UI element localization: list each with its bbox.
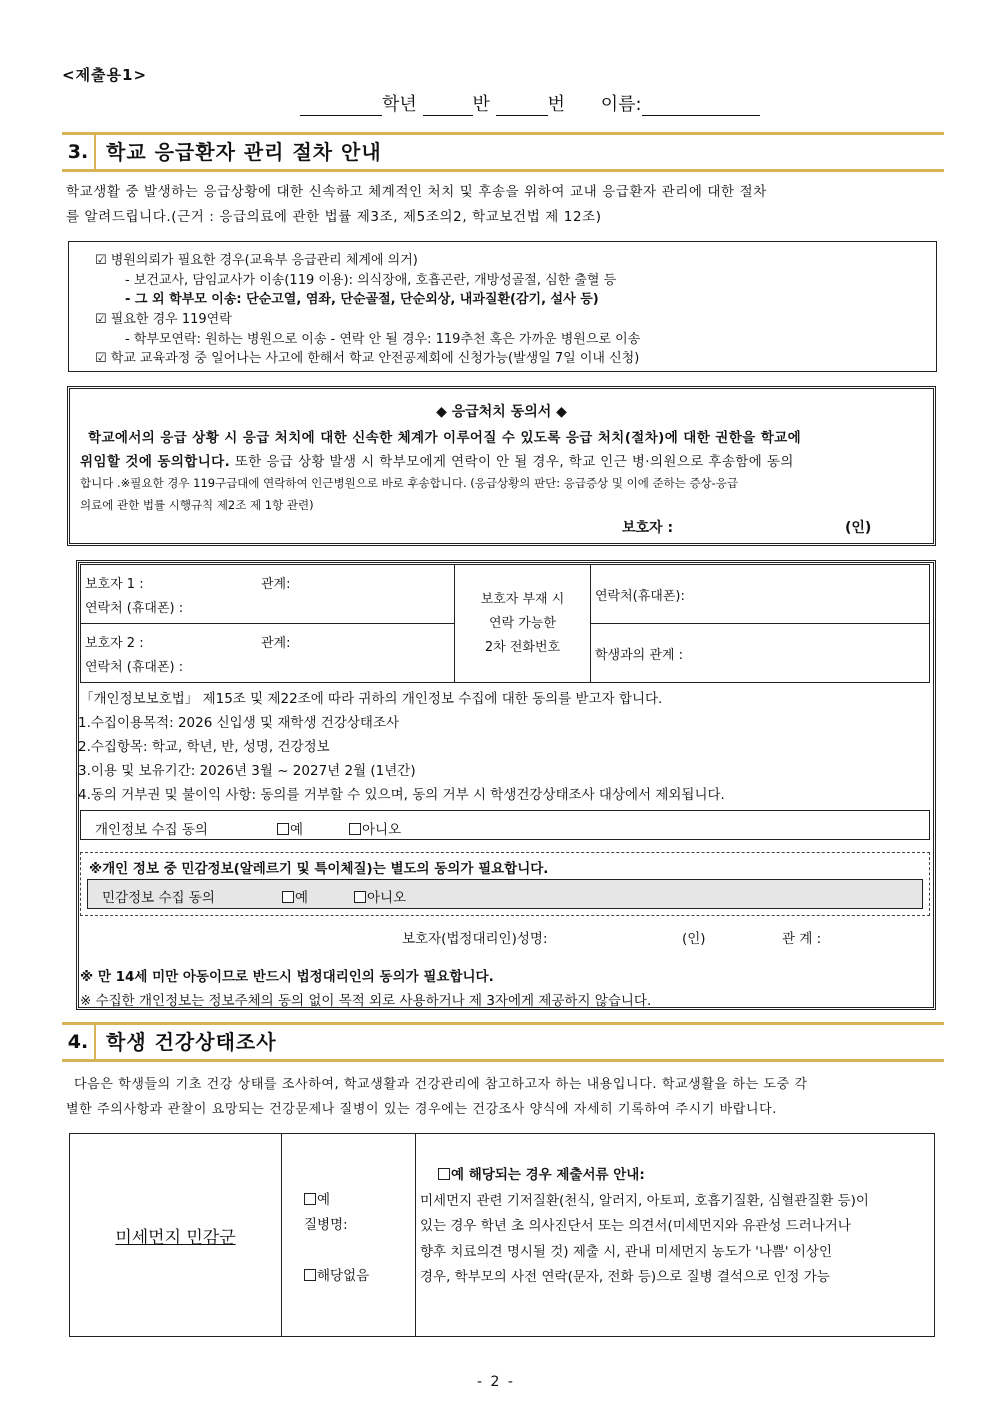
privacy-item-2: 2.수집항목: 학교, 학년, 반, 성명, 건강정보: [78, 739, 330, 755]
section4-intro-line1: 다음은 학생들의 기초 건강 상태를 조사하여, 학교생활과 건강관리에 참고하고자 하는 내용입니다. 학교생활을 하는 도중 각: [74, 1077, 808, 1092]
absent-line-3: 2차 전화번호: [484, 639, 561, 655]
privacy-item-4: 4.동의 거부권 및 불이익 사항: 동의를 거부할 수 있으며, 동의 거부 시 학생건강상태조사 대상에서 제외됩니다.: [78, 787, 725, 803]
privacy-yes-checkbox[interactable]: [277, 823, 289, 835]
class-label: 반: [472, 94, 490, 115]
guardian1-label: 보호자 1 :: [85, 577, 144, 592]
guardian1-phone-label: 연락처 (휴대폰) :: [85, 601, 184, 616]
health-survey-table: [69, 1133, 935, 1337]
section4-title: 학생 건강상태조사: [106, 1030, 277, 1054]
privacy-intro: 「개인정보보호법」 제15조 및 제22조에 따라 귀하의 개인정보 수집에 대한 동의를 받고자 합니다.: [80, 691, 663, 707]
grade-label: 학년: [382, 94, 417, 115]
submission-tag: <제출용1>: [62, 66, 148, 84]
name-blank[interactable]: [642, 96, 760, 116]
privacy-no-option[interactable]: 아니오: [349, 818, 401, 838]
consent-title: ◆ 응급처치 동의서 ◆: [436, 404, 567, 420]
procedure-line-3: - 그 외 학부모 이송: 단순고열, 염좌, 단순골절, 단순외상, 내과질환(감기, 설사 등): [125, 292, 599, 307]
sensitive-no-option[interactable]: 아니오: [354, 886, 406, 906]
guardian1-cell[interactable]: [81, 565, 455, 624]
legal-rep-seal: (인): [682, 931, 706, 947]
number-blank[interactable]: [496, 96, 548, 116]
section4-intro-line2: 별한 주의사항과 관찰이 요망되는 건강문제나 질병이 있는 경우에는 건강조사 양식에 자세히 기록하여 주시기 바랍니다.: [66, 1102, 777, 1117]
consent-line-2-rest: 또한 응급 상황 발생 시 학부모에게 연락이 안 될 경우, 학교 인근 병·의원으로 후송함에 동의: [230, 454, 794, 470]
fine-dust-label: 미세먼지 민감군: [115, 1227, 236, 1248]
guardian1-relation-label: 관계:: [261, 577, 291, 592]
name-label: 이름:: [600, 94, 642, 115]
absent-line-1: 보호자 부재 시: [480, 591, 565, 607]
fine-dust-label-cell: [70, 1134, 282, 1337]
section3-title: 학교 응급환자 관리 절차 안내: [106, 140, 382, 164]
usage-notice: ※ 수집한 개인정보는 정보주체의 동의 없이 목적 외로 사용하거나 제 3자에게 제공하지 않습니다.: [80, 993, 652, 1009]
legal-rep-relation-label: 관 계 :: [782, 931, 822, 947]
grade-blank[interactable]: [300, 96, 382, 116]
consent-line-3: 합니다 .※필요한 경우 119구급대에 연락하여 인근병원으로 바로 후송합니다. (응급상황의 판단: 응급증상 및 이에 준하는 증상-응급: [80, 476, 739, 490]
guardian2-cell[interactable]: [81, 624, 455, 683]
section3-number: 3.: [62, 135, 96, 169]
fine-dust-yes-option[interactable]: 예: [304, 1188, 330, 1208]
sensitive-no-checkbox[interactable]: [354, 891, 366, 903]
consent-line-2: [80, 450, 794, 470]
emergency-procedure-box: [68, 241, 937, 372]
privacy-consent-label: 개인정보 수집 동의: [95, 822, 208, 838]
sensitive-consent-label: 민감정보 수집 동의: [102, 890, 215, 906]
secondary-phone-label: 연락처(휴대폰):: [595, 588, 685, 604]
number-label: 번: [547, 94, 566, 115]
fine-dust-yes-checkbox[interactable]: [304, 1193, 316, 1205]
sensitive-note: ※개인 정보 중 민감정보(알레르기 및 특이체질)는 별도의 동의가 필요합니다.: [89, 861, 549, 877]
section3-intro-line2: 를 알려드립니다.(근거 : 응급의료에 관한 법률 제3조, 제5조의2, 학교보건법 제 12조): [66, 209, 602, 225]
emergency-consent-box: [67, 386, 936, 546]
privacy-no-checkbox[interactable]: [349, 823, 361, 835]
secondary-contact-label-cell: [455, 565, 591, 683]
procedure-line-4: ☑ 필요한 경우 119연락: [95, 312, 232, 327]
sensitive-yes-checkbox[interactable]: [282, 891, 294, 903]
privacy-item-3: 3.이용 및 보유기간: 2026년 3월 ~ 2027년 2월 (1년간): [78, 763, 416, 779]
info-line-3: 향후 치료의견 명시될 것) 제출 시, 관내 미세먼지 농도가 '나쁨' 이상인: [420, 1244, 832, 1260]
sensitive-yes-option[interactable]: 예: [282, 886, 308, 906]
guardian-label: 보호자 :: [622, 520, 674, 536]
guardian-contact-table: [80, 564, 930, 683]
class-blank[interactable]: [423, 96, 473, 116]
fine-dust-options-cell: [282, 1134, 416, 1337]
section3-header: [62, 132, 944, 172]
guardian-seal: (인): [845, 520, 872, 536]
page-number: - 2 -: [477, 1374, 515, 1390]
absent-line-2: 연락 가능한: [489, 615, 556, 631]
procedure-line-5: - 학부모연락: 원하는 병원으로 이송 - 연락 안 될 경우: 119추천 혹은 가까운 병원으로 이송: [125, 332, 641, 347]
sensitive-info-box: [80, 852, 930, 916]
legal-rep-sign-field[interactable]: [572, 925, 672, 945]
legal-rep-sign-label: 보호자(법정대리인)성명:: [402, 931, 548, 947]
privacy-item-1: 1.수집이용목적: 2026 신입생 및 재학생 건강상태조사: [78, 715, 400, 731]
section4-header: [62, 1022, 944, 1062]
info-line-1: 미세먼지 관련 기저질환(천식, 알러지, 아토피, 호흡기질환, 심혈관질환 등)이: [420, 1193, 869, 1209]
info-title: 예 해당되는 경우 제출서류 안내:: [438, 1163, 645, 1183]
info-line-2: 있는 경우 학년 초 의사진단서 또는 의견서(미세먼지와 유관성 드러나거나: [420, 1218, 851, 1234]
age-notice: ※ 만 14세 미만 아동이므로 반드시 법정대리인의 동의가 필요합니다.: [80, 969, 494, 985]
guardian2-label: 보호자 2 :: [85, 636, 144, 651]
consent-line-1: 학교에서의 응급 상황 시 응급 처치에 대한 신속한 체계가 이루어질 수 있도록 응급 처치(절차)에 대한 권한을 학교에: [88, 430, 802, 446]
disease-name-label: 질병명:: [304, 1217, 348, 1233]
fine-dust-info-cell: [416, 1134, 935, 1337]
sensitive-consent-row: [87, 879, 923, 909]
section4-intro: [66, 1072, 936, 1122]
procedure-line-2: - 보건교사, 담임교사가 이송(119 이용): 의식장애, 호흡곤란, 개방성골절, 심한 출혈 등: [125, 273, 617, 288]
secondary-relation-label: 학생과의 관계 :: [595, 647, 683, 663]
fine-dust-none-checkbox[interactable]: [304, 1269, 316, 1281]
section3-intro-line1: 학교생활 중 발생하는 응급상황에 대한 신속하고 체계적인 처치 및 후송을 위하여 교내 응급환자 관리에 대한 절차: [66, 184, 767, 200]
privacy-yes-option[interactable]: 예: [277, 818, 303, 838]
section4-number: 4.: [62, 1025, 96, 1059]
student-info-line: [300, 90, 820, 116]
procedure-line-6: ☑ 학교 교육과정 중 일어나는 사고에 한해서 학교 안전공제회에 신청가능(발생일 7일 이내 신청): [95, 351, 640, 366]
secondary-relation-cell[interactable]: [591, 624, 930, 683]
guardian-signature-field[interactable]: [680, 515, 840, 535]
fine-dust-none-option[interactable]: 해당없음: [304, 1264, 369, 1284]
info-checkbox-icon: [438, 1168, 450, 1180]
consent-line-2-bold: 위임할 것에 동의합니다.: [80, 454, 231, 470]
info-line-4: 경우, 학부모의 사전 연락(문자, 전화 등)으로 질병 결석으로 인정 가능: [420, 1269, 830, 1285]
procedure-line-1: ☑ 병원의뢰가 필요한 경우(교육부 응급관리 체계에 의거): [95, 253, 418, 268]
consent-line-4: 의료에 관한 법률 시행규칙 제2조 제 1항 관련): [80, 498, 314, 512]
secondary-phone-cell[interactable]: [591, 565, 930, 624]
privacy-consent-row: [80, 810, 930, 840]
section3-intro: [66, 180, 936, 230]
guardian2-phone-label: 연락처 (휴대폰) :: [85, 660, 184, 675]
guardian2-relation-label: 관계:: [261, 636, 291, 651]
